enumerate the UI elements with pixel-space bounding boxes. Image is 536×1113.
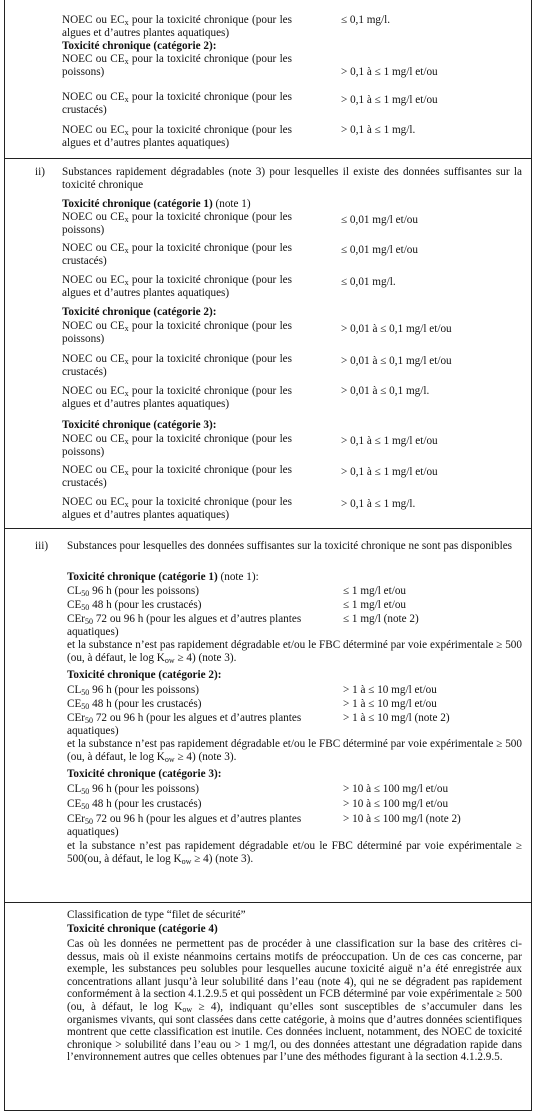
test-value: > 10 à ≤ 100 mg/l et/ou xyxy=(343,798,449,810)
section-intro: Substances rapidement dégradables (note 3) pour lesquelles il existe des données suffisantes sur la toxicité chronique xyxy=(62,166,522,191)
category-heading: Toxicité chronique (catégorie 1) (note 1): xyxy=(67,571,259,583)
criterion-value: > 0,01 à ≤ 0,1 mg/l. xyxy=(341,385,430,397)
criterion-item: NOEC ou $EC_x$ pour la toxicité chronique (pour les algues et d’autres plantes aquatiques) xyxy=(62,14,293,39)
category-heading: Toxicité chronique (catégorie 4) xyxy=(67,923,218,935)
section-iii xyxy=(5,528,531,902)
criterion-value: > 0,1 à ≤ 1 mg/l. xyxy=(341,124,416,136)
test-item: $CL_{50}$ 96 h (pour les poissons) xyxy=(67,585,199,598)
test-item: $CE_{50}$ 48 h (pour les crustacés) xyxy=(67,698,202,711)
test-item: $CE_{50}$ 48 h (pour les crustacés) xyxy=(67,599,202,612)
criterion-item: NOEC ou $CE_x$ pour la toxicité chronique (pour les crustacés) xyxy=(62,353,293,378)
criterion-item: NOEC ou $EC_x$ pour la toxicité chronique (pour les algues et d’autres plantes aquatiques) xyxy=(62,385,293,410)
criterion-item: NOEC ou $CE_x$ pour la toxicité chronique (pour les poissons) xyxy=(62,320,293,345)
test-item: CEr$_{50}$ 72 ou 96 h (pour les algues et d’autres plantes aquatiques) xyxy=(67,813,302,838)
criterion-value: > 0,1 à ≤ 1 mg/l. xyxy=(341,498,416,510)
criterion-item: NOEC ou $EC_x$ pour la toxicité chronique (pour les algues et d’autres plantes aquatiques) xyxy=(62,496,293,521)
test-value: ≤ 1 mg/l (note 2) xyxy=(343,613,419,625)
criterion-item: NOEC ou $CE_x$ pour la toxicité chronique (pour les poissons) xyxy=(62,433,293,458)
criterion-value: ≤ 0,01 mg/l et/ou xyxy=(341,214,418,226)
test-value: > 1 à ≤ 10 mg/l et/ou xyxy=(343,698,437,710)
criterion-value: > 0,01 à ≤ 0,1 mg/l et/ou xyxy=(341,323,452,335)
section-intro: Substances pour lesquelles des données suffisantes sur la toxicité chronique ne sont pas disponibles xyxy=(67,540,513,552)
category-heading: Toxicité chronique (catégorie 3): xyxy=(67,768,222,780)
safety-net-title: Classification de type “filet de sécurité” xyxy=(67,909,246,921)
criterion-item: NOEC ou $CE_x$ pour la toxicité chronique (pour les crustacés) xyxy=(62,464,293,489)
section-numeral: ii) xyxy=(35,166,45,178)
section-continued xyxy=(5,0,531,158)
criterion-item: NOEC ou $CE_x$ pour la toxicité chronique (pour les poissons) xyxy=(62,53,293,78)
test-item: CEr$_{50}$ 72 ou 96 h (pour les algues et d’autres plantes aquatiques) xyxy=(67,613,302,638)
criterion-value: ≤ 0,01 mg/l. xyxy=(341,276,396,288)
condition-text: et la substance n’est pas rapidement dégradable et/ou le FBC déterminé par voie expérimentale ≥ 500 (ou, à défaut, le $\log K_{ow} \ge 4$) (note 3). xyxy=(67,738,522,764)
criterion-value: ≤ 0,01 mg/l et/ou xyxy=(341,244,418,256)
category-heading: Toxicité chronique (catégorie 2): xyxy=(62,40,217,52)
criterion-item: NOEC ou $EC_x$ pour la toxicité chronique (pour les algues et d’autres plantes aquatiques) xyxy=(62,274,293,299)
safety-net-paragraph: Cas où les données ne permettent pas de procéder à une classification sur la base des critères ci-dessus, mais où il existe néanmoins certains motifs de préoccupation. Un de ces cas concerne, par exemple, les substances peu solubles pour lesquelles aucune toxicité aiguë n’a été enregistrée aux concentrations allant jusqu’à leur solubilité dans l’eau (note 4), qui ne se dégradent pas rapidement conformément à la section 4.1.2.9.5 et qui possèdent un FCB déterminé par voie expérimentale ≥ 500 (ou, à défaut, le $\log K_{ow} \ge 4$), indiquant qu’elles sont susceptibles de s’accumuler dans les organismes vivants, qui sont classées dans cette catégorie, à moins que d’autres données scientifiques montrent que cette classification est inutile. Ces données incluent, notamment, des NOEC de toxicité chronique > solubilité dans l’eau ou > 1 mg/l, ou des données attestant une dégradation rapide dans l’environnement autres que celles obtenues par l’une des méthodes figurant à la section 4.1.2.9.5. xyxy=(67,938,522,1064)
condition-text: et la substance n’est pas rapidement dégradable et/ou le FBC déterminé par voie expérimentale ≥ 500(ou, à défaut, le $\log K_{ow} \ge 4$) (note 3). xyxy=(67,840,522,866)
test-value: > 10 à ≤ 100 mg/l et/ou xyxy=(343,783,449,795)
criteria-table xyxy=(4,0,532,1111)
test-item: $CL_{50}$ 96 h (pour les poissons) xyxy=(67,684,199,697)
test-value: > 1 à ≤ 10 mg/l (note 2) xyxy=(343,712,450,724)
criterion-value: > 0,1 à ≤ 1 mg/l et/ou xyxy=(341,466,438,478)
test-value: ≤ 1 mg/l et/ou xyxy=(343,585,407,597)
category-heading: Toxicité chronique (catégorie 3): xyxy=(62,419,217,431)
category-heading: Toxicité chronique (catégorie 2): xyxy=(62,306,217,318)
category-heading: Toxicité chronique (catégorie 2): xyxy=(67,669,222,681)
condition-text: et la substance n’est pas rapidement dégradable et/ou le FBC déterminé par voie expérimentale ≥ 500 (ou, à défaut, le $\log K_{ow} \ge 4$) (note 3). xyxy=(67,639,522,665)
test-value: ≤ 1 mg/l et/ou xyxy=(343,599,407,611)
criterion-value: > 0,1 à ≤ 1 mg/l et/ou xyxy=(341,66,438,78)
test-value: > 1 à ≤ 10 mg/l et/ou xyxy=(343,684,437,696)
section-numeral: iii) xyxy=(35,540,49,552)
test-item: $CL_{50}$ 96 h (pour les poissons) xyxy=(67,783,199,796)
criterion-value: ≤ 0,1 mg/l. xyxy=(341,14,391,26)
test-value: > 10 à ≤ 100 mg/l (note 2) xyxy=(343,813,461,825)
criterion-item: NOEC ou $EC_x$ pour la toxicité chronique (pour les algues et d’autres plantes aquatiques) xyxy=(62,124,293,149)
criterion-item: NOEC ou $CE_x$ pour la toxicité chronique (pour les crustacés) xyxy=(62,91,293,116)
criterion-value: > 0,1 à ≤ 1 mg/l et/ou xyxy=(341,435,438,447)
criterion-value: > 0,01 à ≤ 0,1 mg/l et/ou xyxy=(341,355,452,367)
test-item: $CE_{50}$ 48 h (pour les crustacés) xyxy=(67,798,202,811)
test-item: CEr$_{50}$ 72 ou 96 h (pour les algues et d’autres plantes aquatiques) xyxy=(67,712,302,737)
section-safety-net xyxy=(5,902,531,1111)
category-heading: Toxicité chronique (catégorie 1) (note 1) xyxy=(62,198,251,210)
section-ii xyxy=(5,158,531,528)
criterion-value: > 0,1 à ≤ 1 mg/l et/ou xyxy=(341,94,438,106)
criterion-item: NOEC ou $CE_x$ pour la toxicité chronique (pour les poissons) xyxy=(62,211,293,236)
criterion-item: NOEC ou $CE_x$ pour la toxicité chronique (pour les crustacés) xyxy=(62,242,293,267)
